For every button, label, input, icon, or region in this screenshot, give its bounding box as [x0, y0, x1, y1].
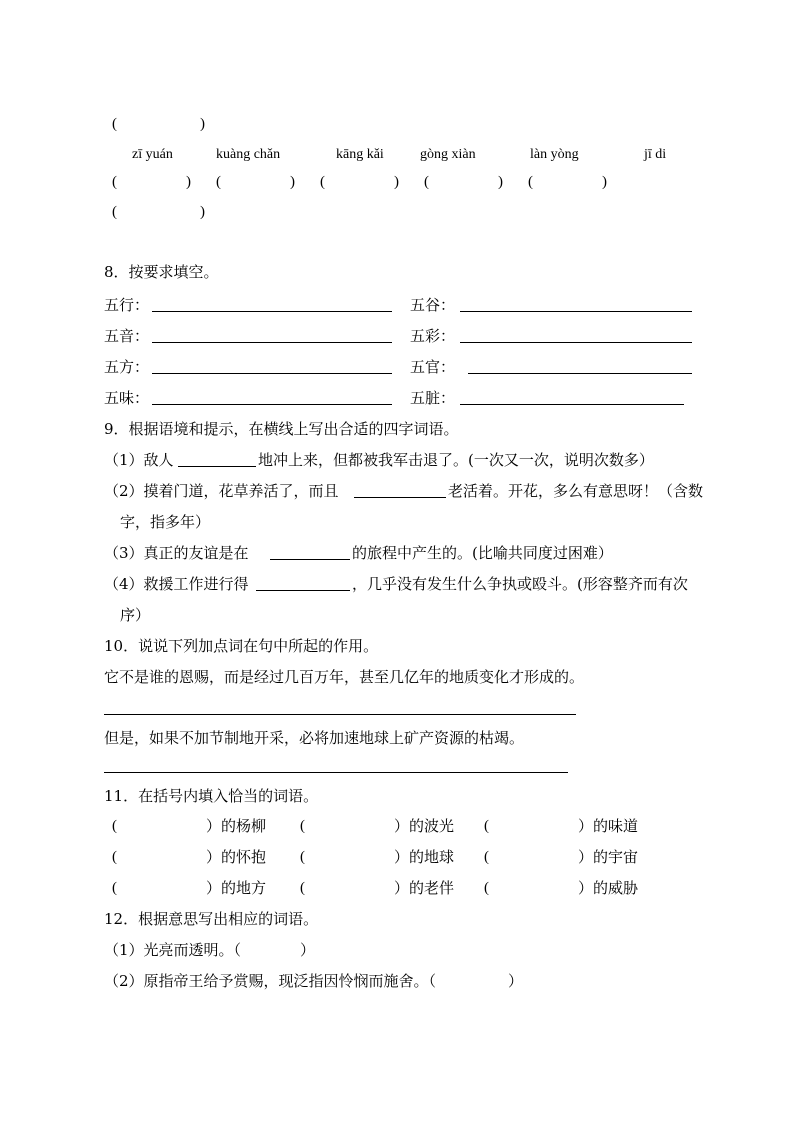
pinyin-answer-4-open: (	[424, 174, 429, 190]
q9-item1-blank[interactable]	[178, 466, 256, 467]
q11-r2c3-open: (	[484, 849, 489, 865]
q8-right-label-2: 五彩：	[410, 327, 456, 345]
q10-answer-line-1[interactable]	[104, 714, 576, 715]
q11-title: 11．在括号内填入恰当的词语。	[104, 787, 319, 805]
pinyin-answer-2-open: (	[216, 174, 221, 190]
q9-item3-tail: 的旅程中产生的。(比喻共同度过困难）	[352, 544, 613, 562]
q9-item4-blank[interactable]	[256, 590, 350, 591]
q8-left-blank-1[interactable]	[152, 311, 392, 312]
q8-right-label-4: 五脏：	[410, 389, 456, 407]
q11-r3c2: ）的老伴	[394, 879, 455, 897]
pinyin-4: gòng xiàn	[420, 147, 476, 162]
pinyin-answer-4-close: )	[498, 174, 503, 190]
q8-left-label-2: 五音：	[104, 327, 150, 345]
q9-item4-lead: （4）救援工作进行得	[104, 575, 249, 593]
q11-r2c2-open: (	[300, 849, 305, 865]
q9-item4-tail: ，几乎没有发生什么争执或殴斗。(形容整齐而有次	[352, 575, 688, 593]
pinyin-answer-6-close: )	[200, 204, 205, 220]
q8-right-blank-3[interactable]	[468, 373, 692, 374]
q11-r1c2-open: (	[300, 818, 305, 834]
q11-r3c3: ）的威胁	[578, 879, 639, 897]
q11-r3c1: ）的地方	[206, 879, 267, 897]
q12-item-1: （1）光亮而透明。（	[104, 941, 242, 959]
q10-title: 10．说说下列加点词在句中所起的作用。	[104, 637, 379, 655]
q12-item-2-close: ）	[508, 972, 524, 990]
q9-item1-tail: 地冲上来，但都被我军击退了。(一次又一次，说明次数多）	[258, 451, 654, 469]
pinyin-answer-1-close: )	[186, 174, 191, 190]
q11-r3c1-open: (	[112, 880, 117, 896]
q9-item1-lead: （1）敌人	[104, 451, 174, 469]
q12-item-1-close: ）	[300, 941, 316, 959]
pinyin-answer-5-open: (	[528, 174, 533, 190]
q9-title: 9．根据语境和提示，在横线上写出合适的四字词语。	[104, 420, 459, 438]
q11-r2c1-open: (	[112, 849, 117, 865]
pinyin-3: kāng kǎi	[336, 147, 384, 162]
q8-right-blank-2[interactable]	[460, 342, 692, 343]
q9-item3-lead: （3）真正的友谊是在	[104, 544, 249, 562]
pinyin-answer-1-open: (	[112, 174, 117, 190]
q8-right-blank-1[interactable]	[460, 311, 692, 312]
q8-left-blank-4[interactable]	[152, 404, 392, 405]
q8-right-label-3: 五官：	[410, 358, 456, 376]
q12-item-2: （2）原指帝王给予赏赐，现泛指因怜悯而施舍。（	[104, 972, 437, 990]
q12-title: 12．根据意思写出相应的词语。	[104, 910, 319, 928]
pinyin-answer-3-close: )	[394, 174, 399, 190]
q11-r1c1: ）的杨柳	[206, 817, 267, 835]
q9-item4-cont: 序）	[120, 606, 151, 624]
q9-item2-tail: 老活着。开花，多么有意思呀！（含数	[448, 482, 704, 500]
q8-left-label-3: 五方：	[104, 358, 150, 376]
q11-r2c1: ）的怀抱	[206, 848, 267, 866]
q11-r1c2: ）的波光	[394, 817, 455, 835]
pinyin-answer-6-open: (	[112, 204, 117, 220]
q8-left-blank-2[interactable]	[152, 342, 392, 343]
q11-r1c1-open: (	[112, 818, 117, 834]
q9-item2-blank[interactable]	[354, 497, 446, 498]
q11-r3c2-open: (	[300, 880, 305, 896]
pinyin-answer-5-close: )	[602, 174, 607, 190]
q9-item3-blank[interactable]	[270, 559, 350, 560]
q10-sentence-1: 它不是谁的恩赐，而是经过几百万年，甚至几亿年的地质变化才形成的。	[104, 668, 585, 686]
q8-left-label-4: 五味：	[104, 389, 150, 407]
q11-r1c3-open: (	[484, 818, 489, 834]
q10-sentence-2: 但是，如果不加节制地开采，必将加速地球上矿产资源的枯竭。	[104, 729, 525, 747]
q9-item2-cont: 字，指多年）	[120, 513, 211, 531]
q10-answer-line-2[interactable]	[104, 772, 568, 773]
q8-left-blank-3[interactable]	[152, 373, 392, 374]
q11-r2c2: ）的地球	[394, 848, 455, 866]
pinyin-5: làn yòng	[530, 147, 579, 162]
pinyin-1: zī yuán	[132, 147, 173, 162]
q11-r2c3: ）的宇宙	[578, 848, 639, 866]
pinyin-answer-2-close: )	[290, 174, 295, 190]
q8-left-label-1: 五行：	[104, 296, 150, 314]
q8-right-label-1: 五谷：	[410, 296, 456, 314]
q9-item2-lead: （2）摸着门道，花草养活了，而且	[104, 482, 339, 500]
q8-title: 8．按要求填空。	[104, 263, 219, 281]
answer-paren-close: )	[200, 116, 205, 132]
q11-r1c3: ）的味道	[578, 817, 639, 835]
pinyin-2: kuàng chǎn	[216, 147, 281, 162]
pinyin-answer-3-open: (	[320, 174, 325, 190]
answer-paren-open: (	[112, 116, 117, 132]
q8-right-blank-4[interactable]	[460, 404, 684, 405]
pinyin-6: jī di	[644, 147, 667, 162]
q11-r3c3-open: (	[484, 880, 489, 896]
